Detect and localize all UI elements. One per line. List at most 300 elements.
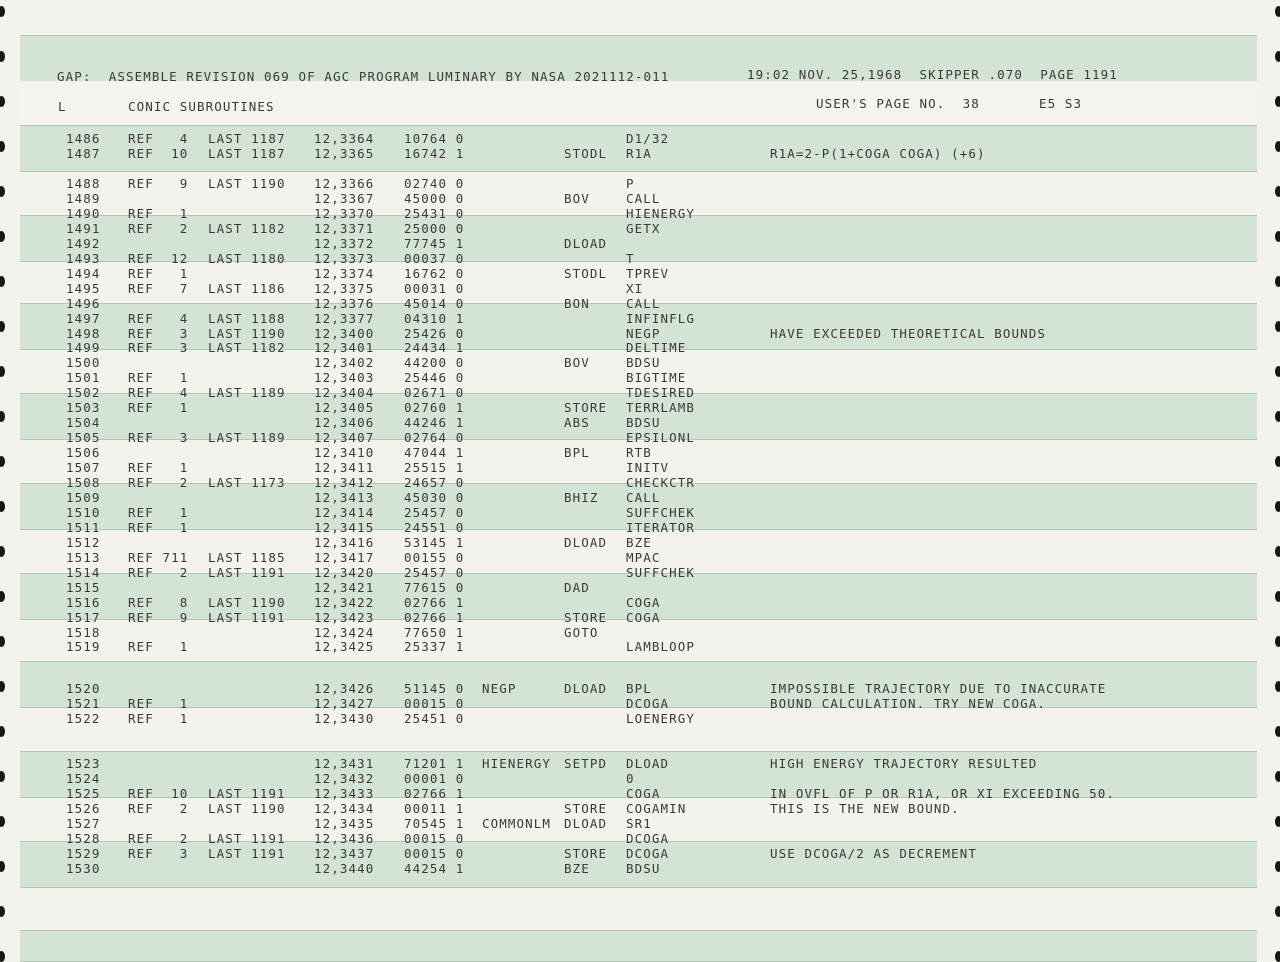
label: HIENERGY (482, 756, 552, 771)
operand: INFINFLG (626, 311, 696, 326)
octal-word: 25426 0 (404, 326, 465, 341)
line-number: 1527 (66, 816, 101, 831)
ref-count: REF 1 (128, 711, 189, 726)
tractor-hole (1275, 681, 1280, 692)
ref-count: REF 1 (128, 520, 189, 535)
tractor-hole (0, 96, 5, 107)
operand: LAMBLOOP (626, 639, 696, 654)
address: 12,3421 (314, 580, 375, 595)
opcode: BOV (564, 355, 590, 370)
ref-count: REF 1 (128, 400, 189, 415)
line-number: 1506 (66, 445, 101, 460)
line-number: 1529 (66, 846, 101, 861)
line-number: 1490 (66, 206, 101, 221)
listing-row (20, 682, 1257, 696)
listing-row (20, 611, 1257, 625)
opcode: DAD (564, 580, 590, 595)
octal-word: 00037 0 (404, 251, 465, 266)
opcode: BON (564, 296, 590, 311)
tractor-hole (0, 276, 5, 287)
listing-row (20, 192, 1257, 206)
tractor-hole (1275, 726, 1280, 737)
ref-count: REF 9 (128, 176, 189, 191)
octal-word: 25000 0 (404, 221, 465, 236)
listing-row (20, 461, 1257, 475)
address: 12,3431 (314, 756, 375, 771)
octal-word: 71201 1 (404, 756, 465, 771)
line-number: 1523 (66, 756, 101, 771)
last-ref: LAST 1185 (208, 550, 286, 565)
line-number: 1491 (66, 221, 101, 236)
ref-count: REF 4 (128, 131, 189, 146)
octal-word: 24657 0 (404, 475, 465, 490)
operand: BDSU (626, 355, 661, 370)
address: 12,3414 (314, 505, 375, 520)
octal-word: 00015 0 (404, 846, 465, 861)
ref-count: REF 2 (128, 221, 189, 236)
listing-row (20, 832, 1257, 846)
listing-row (20, 446, 1257, 460)
ref-count: REF 1 (128, 266, 189, 281)
opcode: GOTO (564, 625, 599, 640)
octal-word: 25451 0 (404, 711, 465, 726)
address: 12,3435 (314, 816, 375, 831)
address: 12,3417 (314, 550, 375, 565)
ref-count: REF 4 (128, 385, 189, 400)
address: 12,3377 (314, 311, 375, 326)
octal-word: 25446 0 (404, 370, 465, 385)
address: 12,3434 (314, 801, 375, 816)
opcode: STODL (564, 266, 608, 281)
listing-row (20, 862, 1257, 876)
operand: NEGP (626, 326, 661, 341)
address: 12,3401 (314, 340, 375, 355)
opcode: BPL (564, 445, 590, 460)
octal-word: 02671 0 (404, 385, 465, 400)
opcode: DLOAD (564, 236, 608, 251)
tractor-hole (0, 51, 5, 62)
operand: DELTIME (626, 340, 687, 355)
octal-word: 00155 0 (404, 550, 465, 565)
line-number: 1519 (66, 639, 101, 654)
operand: RTB (626, 445, 652, 460)
operand: COGAMIN (626, 801, 687, 816)
ref-count: REF 4 (128, 311, 189, 326)
address: 12,3433 (314, 786, 375, 801)
operand: SUFFCHEK (626, 565, 696, 580)
octal-word: 77745 1 (404, 236, 465, 251)
ref-count: REF 2 (128, 801, 189, 816)
last-ref: LAST 1186 (208, 281, 286, 296)
address: 12,3374 (314, 266, 375, 281)
octal-word: 00015 0 (404, 831, 465, 846)
octal-word: 02766 1 (404, 610, 465, 625)
octal-word: 47044 1 (404, 445, 465, 460)
ref-count: REF 12 (128, 251, 189, 266)
opcode: BZE (564, 861, 590, 876)
tractor-hole (1275, 951, 1280, 962)
line-number: 1510 (66, 505, 101, 520)
ref-count: REF 8 (128, 595, 189, 610)
octal-word: 44200 0 (404, 355, 465, 370)
last-ref: LAST 1182 (208, 340, 286, 355)
address: 12,3372 (314, 236, 375, 251)
listing-row (20, 401, 1257, 415)
address: 12,3424 (314, 625, 375, 640)
listing-row (20, 327, 1257, 341)
address: 12,3405 (314, 400, 375, 415)
opcode: DLOAD (564, 816, 608, 831)
octal-word: 02766 1 (404, 595, 465, 610)
tractor-hole (1275, 411, 1280, 422)
ref-count: REF 3 (128, 430, 189, 445)
address: 12,3432 (314, 771, 375, 786)
line-number: 1486 (66, 131, 101, 146)
tractor-hole (1275, 456, 1280, 467)
operand: COGA (626, 786, 661, 801)
address: 12,3430 (314, 711, 375, 726)
tractor-hole (0, 321, 5, 332)
tractor-hole (1275, 231, 1280, 242)
opcode: STORE (564, 400, 608, 415)
octal-word: 00031 0 (404, 281, 465, 296)
address: 12,3436 (314, 831, 375, 846)
tractor-hole (0, 411, 5, 422)
line-number: 1487 (66, 146, 101, 161)
line-number: 1494 (66, 266, 101, 281)
line-number: 1488 (66, 176, 101, 191)
last-ref: LAST 1187 (208, 131, 286, 146)
address: 12,3364 (314, 131, 375, 146)
tractor-hole (0, 861, 5, 872)
opcode: STORE (564, 846, 608, 861)
octal-word: 44246 1 (404, 415, 465, 430)
listing-row (20, 282, 1257, 296)
tractor-hole (0, 726, 5, 737)
page-code: E5 S3 (1039, 96, 1083, 111)
octal-word: 24551 0 (404, 520, 465, 535)
line-number: 1515 (66, 580, 101, 595)
ref-count: REF 1 (128, 370, 189, 385)
listing-row (20, 712, 1257, 726)
address: 12,3400 (314, 326, 375, 341)
address: 12,3371 (314, 221, 375, 236)
opcode: DLOAD (564, 681, 608, 696)
listing-row (20, 371, 1257, 385)
operand: TDESIRED (626, 385, 696, 400)
address: 12,3407 (314, 430, 375, 445)
ref-count: REF 3 (128, 326, 189, 341)
last-ref: LAST 1182 (208, 221, 286, 236)
ref-count: REF 10 (128, 786, 189, 801)
address: 12,3365 (314, 146, 375, 161)
listing-row (20, 581, 1257, 595)
tractor-hole (0, 141, 5, 152)
listing-row (20, 787, 1257, 801)
line-number: 1525 (66, 786, 101, 801)
ref-count: REF 1 (128, 460, 189, 475)
address: 12,3423 (314, 610, 375, 625)
listing-row (20, 416, 1257, 430)
line-number: 1493 (66, 251, 101, 266)
listing-row (20, 431, 1257, 445)
listing-row (20, 132, 1257, 146)
listing-row (20, 177, 1257, 191)
line-number: 1524 (66, 771, 101, 786)
last-ref: LAST 1188 (208, 311, 286, 326)
operand: D1/32 (626, 131, 670, 146)
octal-word: 70545 1 (404, 816, 465, 831)
line-number: 1489 (66, 191, 101, 206)
users-page-number: USER'S PAGE NO. 38 (816, 96, 980, 111)
operand: P (626, 176, 635, 191)
line-number: 1512 (66, 535, 101, 550)
octal-word: 25457 0 (404, 505, 465, 520)
address: 12,3412 (314, 475, 375, 490)
operand: DLOAD (626, 756, 670, 771)
line-number: 1499 (66, 340, 101, 355)
address: 12,3426 (314, 681, 375, 696)
line-number: 1509 (66, 490, 101, 505)
address: 12,3416 (314, 535, 375, 550)
address: 12,3404 (314, 385, 375, 400)
ref-count: REF 1 (128, 206, 189, 221)
operand: LOENERGY (626, 711, 696, 726)
opcode: SETPD (564, 756, 608, 771)
octal-word: 00011 1 (404, 801, 465, 816)
octal-word: 77650 1 (404, 625, 465, 640)
listing-row (20, 566, 1257, 580)
octal-word: 77615 0 (404, 580, 465, 595)
ref-count: REF 2 (128, 475, 189, 490)
line-number: 1530 (66, 861, 101, 876)
opcode: DLOAD (564, 535, 608, 550)
listing-row (20, 341, 1257, 355)
address: 12,3367 (314, 191, 375, 206)
tractor-hole (1275, 276, 1280, 287)
tractor-hole (0, 546, 5, 557)
operand: CALL (626, 296, 661, 311)
operand: BZE (626, 535, 652, 550)
line-number: 1505 (66, 430, 101, 445)
tractor-hole (0, 501, 5, 512)
line-number: 1492 (66, 236, 101, 251)
tractor-hole (0, 456, 5, 467)
label: NEGP (482, 681, 517, 696)
octal-word: 45030 0 (404, 490, 465, 505)
ref-count: REF 1 (128, 505, 189, 520)
octal-word: 45014 0 (404, 296, 465, 311)
opcode: STODL (564, 146, 608, 161)
last-ref: LAST 1191 (208, 565, 286, 580)
line-number: 1520 (66, 681, 101, 696)
tractor-hole (1275, 6, 1280, 17)
tractor-hole (1275, 771, 1280, 782)
ref-count: REF 2 (128, 831, 189, 846)
section-letter: L (58, 99, 67, 114)
last-ref: LAST 1189 (208, 430, 286, 445)
line-number: 1528 (66, 831, 101, 846)
comment: HIGH ENERGY TRAJECTORY RESULTED (770, 756, 1038, 771)
address: 12,3376 (314, 296, 375, 311)
listing-row (20, 521, 1257, 535)
line-number: 1516 (66, 595, 101, 610)
octal-word: 44254 1 (404, 861, 465, 876)
listing-row (20, 847, 1257, 861)
tractor-hole (0, 951, 5, 962)
listing-row (20, 640, 1257, 654)
listing-row (20, 772, 1257, 786)
operand: EPSILONL (626, 430, 696, 445)
operand: CALL (626, 191, 661, 206)
operand: 0 (626, 771, 635, 786)
listing-row (20, 237, 1257, 251)
listing-row (20, 596, 1257, 610)
paper-band (20, 930, 1257, 962)
operand: BDSU (626, 861, 661, 876)
listing-row (20, 222, 1257, 236)
octal-word: 02766 1 (404, 786, 465, 801)
octal-word: 25457 0 (404, 565, 465, 580)
listing-row (20, 757, 1257, 771)
ref-count: REF 1 (128, 696, 189, 711)
operand: COGA (626, 595, 661, 610)
tractor-hole (1275, 141, 1280, 152)
octal-word: 02760 1 (404, 400, 465, 415)
operand: HIENERGY (626, 206, 696, 221)
last-ref: LAST 1190 (208, 801, 286, 816)
listing-row (20, 252, 1257, 266)
address: 12,3437 (314, 846, 375, 861)
tractor-hole (1275, 501, 1280, 512)
ref-count: REF 2 (128, 565, 189, 580)
tractor-hole (1275, 906, 1280, 917)
tractor-hole (0, 6, 5, 17)
octal-word: 16762 0 (404, 266, 465, 281)
tractor-hole (0, 186, 5, 197)
address: 12,3420 (314, 565, 375, 580)
address: 12,3411 (314, 460, 375, 475)
line-number: 1507 (66, 460, 101, 475)
opcode: BOV (564, 191, 590, 206)
address: 12,3422 (314, 595, 375, 610)
address: 12,3425 (314, 639, 375, 654)
tractor-hole (1275, 51, 1280, 62)
tractor-hole (0, 366, 5, 377)
operand: COGA (626, 610, 661, 625)
tractor-hole (1275, 636, 1280, 647)
line-number: 1508 (66, 475, 101, 490)
address: 12,3370 (314, 206, 375, 221)
line-number: 1513 (66, 550, 101, 565)
ref-count: REF 1 (128, 639, 189, 654)
address: 12,3440 (314, 861, 375, 876)
operand: BIGTIME (626, 370, 687, 385)
listing-row (20, 476, 1257, 490)
octal-word: 02740 0 (404, 176, 465, 191)
line-number: 1501 (66, 370, 101, 385)
octal-word: 25515 1 (404, 460, 465, 475)
line-number: 1495 (66, 281, 101, 296)
octal-word: 04310 1 (404, 311, 465, 326)
address: 12,3413 (314, 490, 375, 505)
octal-word: 10764 0 (404, 131, 465, 146)
listing-row (20, 817, 1257, 831)
tractor-hole (1275, 96, 1280, 107)
address: 12,3373 (314, 251, 375, 266)
operand: SR1 (626, 816, 652, 831)
line-number: 1504 (66, 415, 101, 430)
tractor-hole (1275, 861, 1280, 872)
operand: TPREV (626, 266, 670, 281)
octal-word: 51145 0 (404, 681, 465, 696)
line-number: 1503 (66, 400, 101, 415)
octal-word: 25431 0 (404, 206, 465, 221)
ref-count: REF 3 (128, 340, 189, 355)
listing-row (20, 312, 1257, 326)
last-ref: LAST 1173 (208, 475, 286, 490)
tractor-hole (0, 906, 5, 917)
ref-count: REF 10 (128, 146, 189, 161)
opcode: ABS (564, 415, 590, 430)
printout-sheet (20, 35, 1257, 960)
tractor-hole (0, 771, 5, 782)
comment: THIS IS THE NEW BOUND. (770, 801, 960, 816)
section-title: CONIC SUBROUTINES (128, 99, 275, 114)
comment: IMPOSSIBLE TRAJECTORY DUE TO INACCURATE (770, 681, 1107, 696)
operand: XI (626, 281, 644, 296)
print-timestamp: 19:02 NOV. 25,1968 SKIPPER .070 PAGE 1191 (747, 67, 1118, 82)
comment: R1A=2-P(1+COGA COGA) (+6) (770, 146, 986, 161)
line-number: 1522 (66, 711, 101, 726)
opcode: STORE (564, 801, 608, 816)
last-ref: LAST 1191 (208, 831, 286, 846)
tractor-hole (1275, 366, 1280, 377)
operand: DCOGA (626, 831, 670, 846)
line-number: 1521 (66, 696, 101, 711)
line-number: 1511 (66, 520, 101, 535)
octal-word: 25337 1 (404, 639, 465, 654)
tractor-hole (1275, 591, 1280, 602)
address: 12,3410 (314, 445, 375, 460)
tractor-hole (1275, 321, 1280, 332)
listing-row (20, 386, 1257, 400)
tractor-hole (0, 636, 5, 647)
octal-word: 45000 0 (404, 191, 465, 206)
tractor-hole (1275, 816, 1280, 827)
last-ref: LAST 1190 (208, 326, 286, 341)
last-ref: LAST 1190 (208, 595, 286, 610)
tractor-hole (0, 231, 5, 242)
line-number: 1526 (66, 801, 101, 816)
tractor-hole (0, 681, 5, 692)
last-ref: LAST 1191 (208, 786, 286, 801)
ref-count: REF 7 (128, 281, 189, 296)
comment: USE DCOGA/2 AS DECREMENT (770, 846, 978, 861)
operand: INITV (626, 460, 670, 475)
listing-row (20, 207, 1257, 221)
tractor-hole (0, 591, 5, 602)
listing-row (20, 356, 1257, 370)
listing-row (20, 626, 1257, 640)
listing-row (20, 802, 1257, 816)
address: 12,3366 (314, 176, 375, 191)
address: 12,3402 (314, 355, 375, 370)
operand: DCOGA (626, 696, 670, 711)
octal-word: 02764 0 (404, 430, 465, 445)
right-tractor-holes (1270, 0, 1280, 960)
tractor-hole (1275, 546, 1280, 557)
